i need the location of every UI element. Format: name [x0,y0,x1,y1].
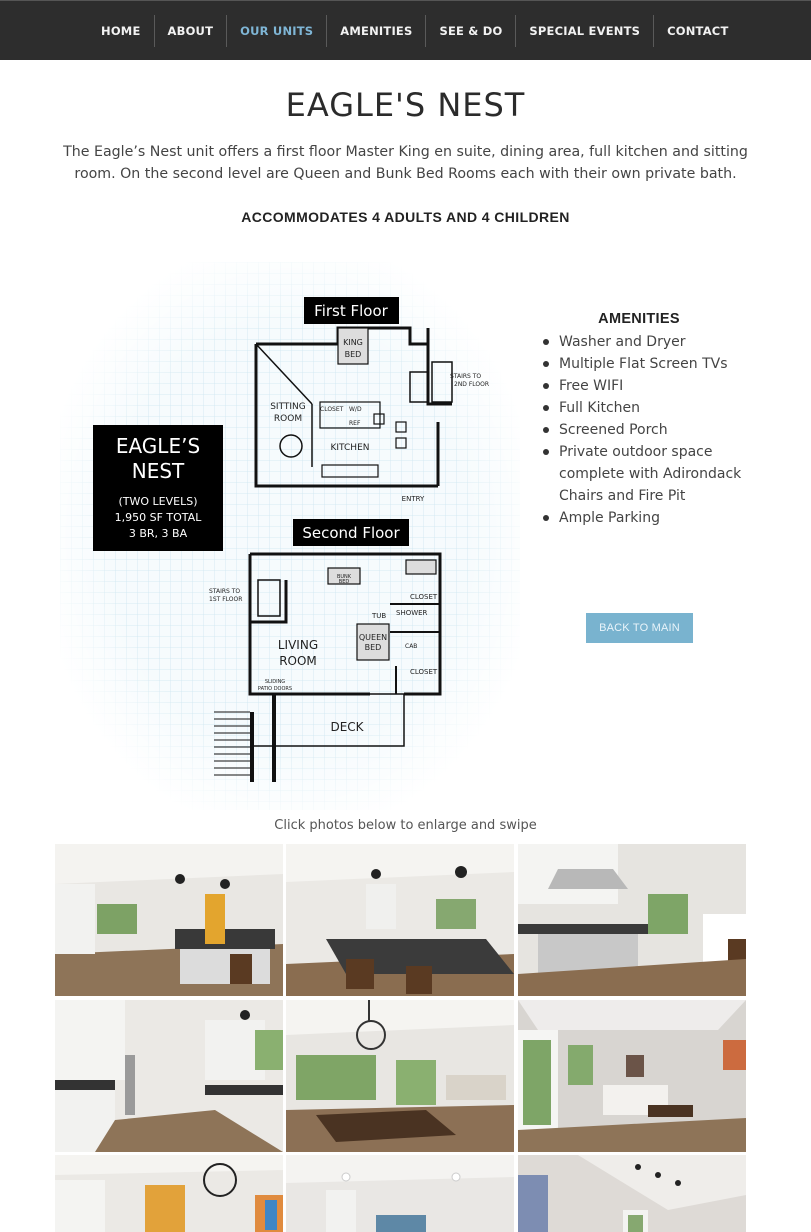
svg-text:BED: BED [344,350,362,359]
svg-text:Second Floor: Second Floor [302,524,400,542]
svg-text:ROOM: ROOM [273,414,303,424]
gallery-instructions: Click photos below to enlarge and swipe [274,818,537,833]
amenity-item: Ample Parking [541,507,761,529]
dining-room-photo[interactable] [286,1000,514,1152]
svg-text:W/D: W/D [349,406,362,413]
kitchen-label: KITCHEN [330,443,370,453]
svg-text:BED: BED [338,579,350,585]
sliding-doors-label: SLIDING [264,679,286,685]
queen-bed-label: QUEEN [358,633,388,642]
svg-text:PATIO DOORS: PATIO DOORS [257,686,293,692]
stairs-up-label: STAIRS TO [450,373,482,380]
closet-2-label: CLOSET [410,593,438,601]
svg-text:1ST FLOOR: 1ST FLOOR [209,596,243,603]
kitchen-counter-photo[interactable] [55,1000,283,1152]
unit-description: The Eagle’s Nest unit offers a first floor Master King en suite, dining area, full kitchen and sitting room. On the second level are Queen and Bunk Bed Rooms each with their own private bath. [63,144,748,182]
kitchen-photo[interactable] [55,844,283,996]
svg-text:First Floor: First Floor [314,302,388,320]
page-title: EAGLE'S NEST [285,86,526,124]
amenities-heading: AMENITIES [598,311,680,327]
top-nav-bar [0,0,811,60]
living-room-photo[interactable] [518,1000,746,1152]
king-bed-label: KING [343,338,363,347]
accommodates-text: ACCOMMODATES 4 ADULTS AND 4 CHILDREN [241,209,570,225]
nav-item-special-events[interactable]: SPECIAL EVENTS [516,15,654,47]
shower-label: SHOWER [396,609,428,617]
nav-item-see-and-do[interactable]: SEE & DO [426,15,516,47]
closet-3-label: CLOSET [410,668,438,676]
amenity-item: Screened Porch [541,419,761,441]
stairs-down-label: STAIRS TO [209,588,241,595]
cab-label: CAB [405,643,418,650]
tub-label: TUB [372,612,387,620]
nav-item-contact[interactable]: CONTACT [667,24,729,38]
second-floor-label [293,519,409,546]
floor-plan-image[interactable] [60,262,520,810]
amenity-item: Multiple Flat Screen TVs [541,353,761,375]
nav-item-home[interactable]: HOME [88,15,155,47]
svg-text:BED: BED [364,643,382,652]
hallway-photo[interactable] [286,1155,514,1232]
back-to-main-button[interactable]: BACK TO MAIN [586,613,693,643]
kitchen-island-photo[interactable] [286,844,514,996]
deck-label: DECK [330,720,364,734]
svg-text:NEST: NEST [131,459,185,483]
nav-menu [88,15,742,47]
living-room-label: LIVING [277,638,319,652]
svg-text:1,950 SF TOTAL: 1,950 SF TOTAL [114,511,202,524]
amenity-item: Private outdoor space complete with Adirondack Chairs and Fire Pit [541,441,761,507]
amenity-item: Full Kitchen [541,397,761,419]
unit-info-box [93,425,223,551]
sitting-room-label: SITTING [270,402,306,412]
amenity-item: Washer and Dryer [541,331,761,353]
svg-text:3 BR, 3 BA: 3 BR, 3 BA [128,527,188,540]
kitchen-range-photo[interactable] [518,844,746,996]
nav-item-about[interactable]: ABOUT [155,15,228,47]
closet-wd-label: CLOSET [320,406,344,413]
entry-label: ENTRY [401,495,425,503]
amenities-list [541,331,761,529]
svg-text:2ND FLOOR: 2ND FLOOR [454,381,490,388]
first-floor-label [304,297,399,324]
bedroom-photo[interactable] [518,1155,746,1232]
bunk-bed-label: BUNK [336,574,352,580]
svg-text:ROOM: ROOM [279,654,317,668]
svg-text:REF: REF [349,420,361,427]
svg-text:EAGLE’S: EAGLE’S [115,434,201,458]
kitchen-chandelier-photo[interactable] [55,1155,283,1232]
svg-text:(TWO LEVELS): (TWO LEVELS) [118,495,198,508]
nav-item-amenities[interactable]: AMENITIES [327,15,426,47]
nav-item-our-units[interactable]: OUR UNITS [227,15,327,47]
amenity-item: Free WIFI [541,375,761,397]
